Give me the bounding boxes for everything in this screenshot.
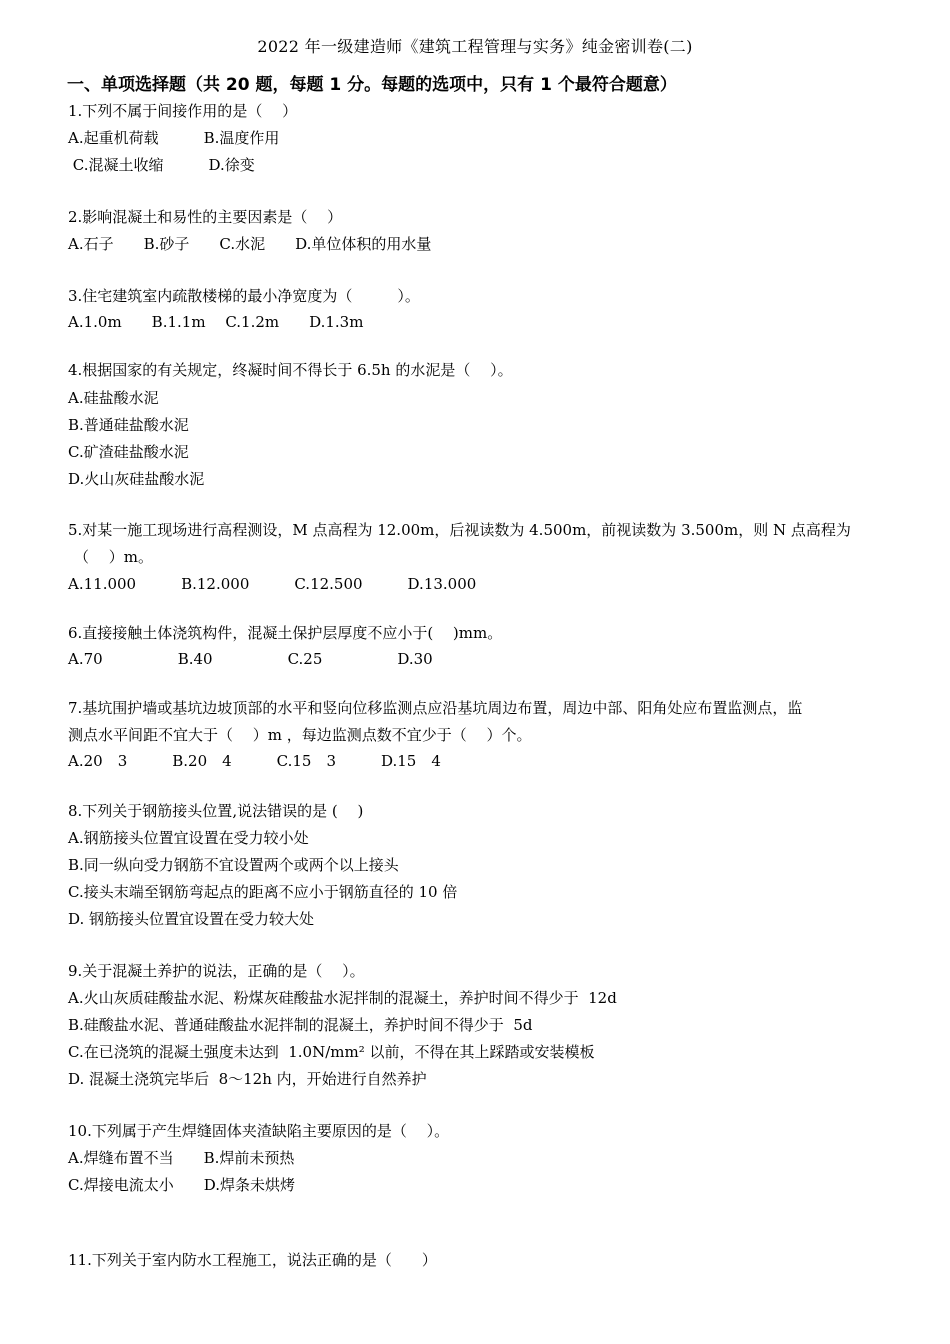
question-2-stem: 2.影响混凝土和易性的主要因素是（ ） bbox=[68, 208, 343, 226]
question-9-stem: 9.关于混凝土养护的说法，正确的是（ ）。 bbox=[68, 962, 365, 980]
question-3-stem: 3.住宅建筑室内疏散楼梯的最小净宽度为（ ）。 bbox=[68, 287, 420, 305]
question-8-option-d: D. 钢筋接头位置宜设置在受力较大处 bbox=[68, 910, 315, 928]
question-1-stem: 1.下列不属于间接作用的是（ ） bbox=[68, 102, 298, 120]
question-4-option-a: A.硅盐酸水泥 bbox=[68, 389, 159, 407]
question-4-option-b: B.普通硅盐酸水泥 bbox=[68, 416, 189, 434]
question-4-option-c: C.矿渣硅盐酸水泥 bbox=[68, 443, 189, 461]
question-11-stem: 11.下列关于室内防水工程施工，说法正确的是（ ） bbox=[68, 1251, 437, 1269]
question-4-option-d: D.火山灰硅盐酸水泥 bbox=[68, 470, 205, 488]
question-9-option-c: C.在已浇筑的混凝土强度未达到 1.0N/mm² 以前，不得在其上踩踏或安装模板 bbox=[68, 1043, 595, 1061]
question-9-option-d: D. 混凝土浇筑完毕后 8～12h 内，开始进行自然养护 bbox=[68, 1070, 427, 1088]
question-7-stem-continued: 测点水平间距不宜大于（ ）m ，每边监测点数不宜少于（ ）个。 bbox=[68, 726, 532, 744]
question-2-options: A.石子 B.砂子 C.水泥 D.单位体积的用水量 bbox=[68, 235, 432, 253]
question-9-option-a: A.火山灰质硅酸盐水泥、粉煤灰硅酸盐水泥拌制的混凝土，养护时间不得少于 12d bbox=[68, 989, 617, 1007]
question-7-stem: 7.基坑围护墙或基坑边坡顶部的水平和竖向位移监测点应沿基坑周边布置，周边中部、阳角处应布置监测点，监 bbox=[68, 699, 803, 717]
section-heading: 一、单项选择题（共 20 题，每题 1 分。每题的选项中，只有 1 个最符合题意） bbox=[67, 75, 677, 95]
question-8-stem: 8.下列关于钢筋接头位置,说法错误的是 ( ) bbox=[68, 802, 364, 820]
question-1-options-cd: C.混凝土收缩 D.徐变 bbox=[68, 156, 255, 174]
question-5-stem: 5.对某一施工现场进行高程测设，M 点高程为 12.00m，后视读数为 4.500m，前视读数为 3.500m，则 N 点高程为 bbox=[68, 521, 851, 539]
question-5-options: A.11.000 B.12.000 C.12.500 D.13.000 bbox=[68, 575, 477, 593]
question-9-option-b: B.硅酸盐水泥、普通硅酸盐水泥拌制的混凝土，养护时间不得少于 5d bbox=[68, 1016, 533, 1034]
question-4-stem: 4.根据国家的有关规定，终凝时间不得长于 6.5h 的水泥是（ ）。 bbox=[68, 361, 513, 379]
question-6-stem: 6.直接接触土体浇筑构件，混凝土保护层厚度不应小于( )mm。 bbox=[68, 624, 503, 642]
question-1-options-ab: A.起重机荷载 B.温度作用 bbox=[68, 129, 280, 147]
question-6-options: A.70 B.40 C.25 D.30 bbox=[68, 650, 433, 668]
question-10-options-cd: C.焊接电流太小 D.焊条未烘烤 bbox=[68, 1176, 295, 1194]
question-8-option-b: B.同一纵向受力钢筋不宜设置两个或两个以上接头 bbox=[68, 856, 399, 874]
question-10-options-ab: A.焊缝布置不当 B.焊前未预热 bbox=[68, 1149, 295, 1167]
question-3-options: A.1.0m B.1.1m C.1.2m D.1.3m bbox=[68, 313, 364, 331]
question-8-option-a: A.钢筋接头位置宜设置在受力较小处 bbox=[68, 829, 309, 847]
document-title: 2022 年一级建造师《建筑工程管理与实务》纯金密训卷(二) bbox=[257, 37, 693, 56]
question-8-option-c: C.接头末端至钢筋弯起点的距离不应小于钢筋直径的 10 倍 bbox=[68, 883, 458, 901]
question-10-stem: 10.下列属于产生焊缝固体夹渣缺陷主要原因的是（ ）。 bbox=[68, 1122, 450, 1140]
question-5-stem-continued: （ ）m。 bbox=[74, 548, 153, 566]
question-7-options: A.20 3 B.20 4 C.15 3 D.15 4 bbox=[68, 752, 441, 770]
